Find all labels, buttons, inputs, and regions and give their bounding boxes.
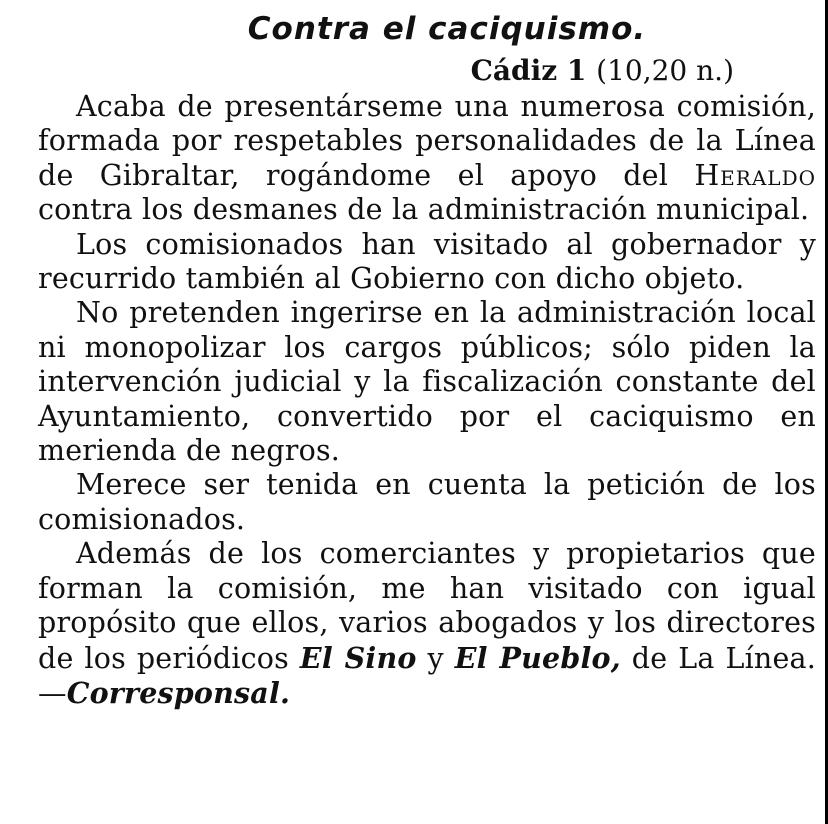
newspaper-name: Heraldo bbox=[694, 158, 816, 192]
paragraph-1-text-end: contra los desmanes de la administración municipal. bbox=[38, 193, 810, 227]
paragraph-5-text-end: de La Línea.— bbox=[38, 641, 816, 710]
periodical-el-pueblo: El Pueblo, bbox=[454, 640, 621, 675]
paragraph-5-text: Además de los comerciantes y propietarios que forman la comisión, me han visitado con igual propósito que ellos, varios abogados y los directores de los periódicos bbox=[38, 537, 816, 675]
news-article bbox=[38, 6, 816, 711]
headline: Contra el caciquismo. bbox=[247, 11, 647, 47]
dateline bbox=[38, 52, 816, 90]
dateline-time: (10,20 n.) bbox=[596, 54, 734, 87]
dateline-place: Cádiz 1 bbox=[470, 54, 587, 87]
paragraph-4: Merece ser tenida en cuenta la petición de los comisionados. bbox=[38, 468, 816, 536]
signature: Corresponsal. bbox=[66, 675, 291, 710]
periodical-el-sino: El Sino bbox=[299, 640, 417, 675]
paragraph-1 bbox=[38, 90, 816, 228]
paragraph-1-text: Acaba de presentárseme una numerosa comisión, formada por respetables personalidades de la Línea de Gibraltar, rogándome el apoyo del bbox=[38, 90, 816, 192]
paragraph-2: Los comisionados han visitado al gobernador y recurrido también al Gobierno con dicho objeto. bbox=[38, 227, 816, 296]
conjunction: y bbox=[416, 641, 455, 675]
paragraph-5 bbox=[38, 537, 816, 711]
paragraph-3: No pretenden ingerirse en la administración local ni monopolizar los cargos públicos; sólo piden la intervención judicial y la fiscalización constante del Ayuntamiento, convertido por el caciquismo en merienda de negros. bbox=[38, 296, 816, 468]
